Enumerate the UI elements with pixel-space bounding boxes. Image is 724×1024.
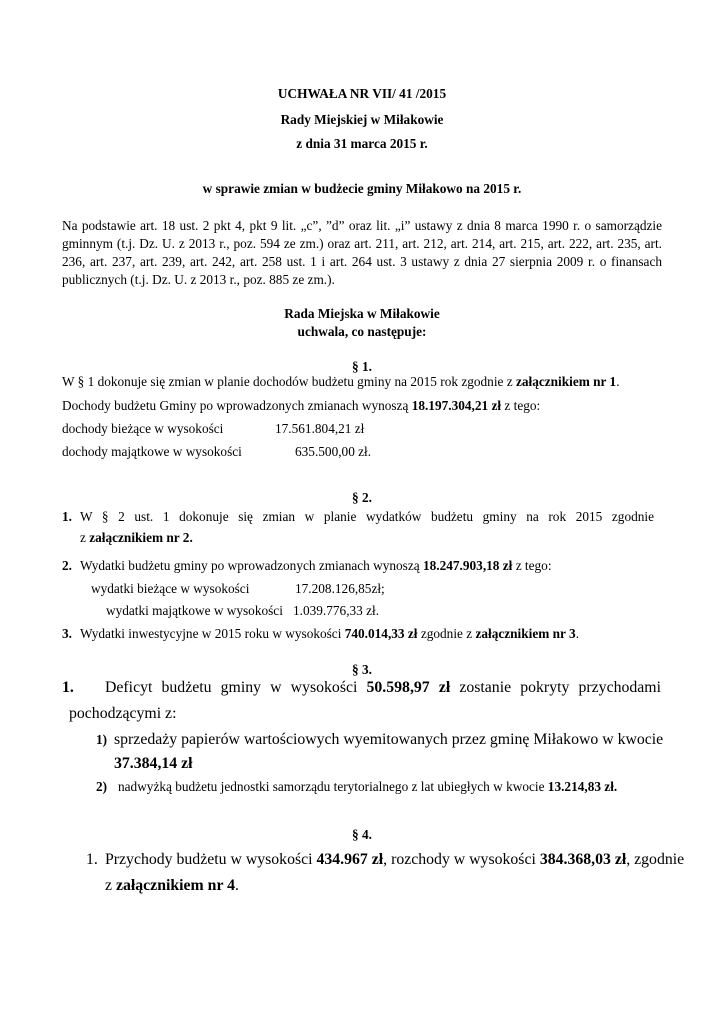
revenues-value: 434.967 zł: [316, 851, 384, 868]
preamble-line-3: 236, art. 237, art. 239, art. 242, art. 258 ust. 1 i art. 264 ust. 3 ustawy z dnia 27 sierpnia 2009 r. o finansach: [62, 254, 662, 269]
current-expenses-label: wydatki bieżące w wysokości: [91, 581, 250, 596]
section-4-item-1-line-2: z załącznikiem nr 4.: [105, 877, 239, 894]
section-4-item-1-line-1: Przychody budżetu w wysokości 434.967 zł, rozchody w wysokości 384.368,03 zł, zgodnie: [105, 851, 685, 868]
section-2-item-1-number: 1.: [62, 509, 72, 524]
document-date: z dnia 31 marca 2015 r.: [296, 136, 428, 151]
attachment-1-ref: załącznikiem nr 1: [515, 374, 617, 389]
surplus-amount-value: 13.214,83 zł.: [547, 779, 618, 794]
securities-amount-value: 37.384,14 zł: [114, 755, 193, 772]
section-3-item-1-line-1: Deficyt budżetu gminy w wysokości 50.598,97 zł zostanie pokryty przychodami: [105, 679, 661, 696]
section-2-item-3-text: Wydatki inwestycyjne w 2015 roku w wysokości 740.014,33 zł zgodnie z załącznikiem nr 3.: [80, 626, 580, 641]
section-2-item-2-number: 2.: [62, 558, 72, 573]
capital-expenses-label: wydatki majątkowe w wysokości: [106, 603, 283, 618]
total-expenses-value: 18.247.903,18 zł: [422, 558, 513, 573]
current-income-value: 17.561.804,21 zł: [275, 421, 365, 436]
attachment-3-ref: załącznikiem nr 3: [475, 626, 576, 641]
section-3-sub-2-number: 2): [96, 779, 108, 794]
section-2-heading: § 2.: [352, 490, 372, 505]
current-income-label: dochody bieżące w wysokości: [62, 421, 224, 436]
section-1-line-2: Dochody budżetu Gminy po wprowadzonych zmianach wynoszą 18.197.304,21 zł z tego:: [62, 398, 541, 413]
section-2-item-1-line-2: z załącznikiem nr 2.: [80, 530, 193, 545]
section-3-heading: § 3.: [352, 662, 372, 677]
expenditures-value: 384.368,03 zł: [539, 851, 627, 868]
section-3-item-1-line-2: pochodzącymi z:: [69, 705, 177, 722]
preamble-line-4: publicznych (t.j. Dz. U. z 2013 r., poz. 885 ze zm.).: [62, 272, 335, 287]
investment-expenses-value: 740.014,33 zł: [344, 626, 418, 641]
section-2-item-2-text: Wydatki budżetu gminy po wprowadzonych zmianach wynoszą 18.247.903,18 zł z tego:: [80, 558, 552, 573]
capital-income-value: 635.500,00 zł.: [295, 444, 372, 459]
section-4-item-1-number: 1.: [86, 851, 98, 868]
document-title: UCHWAŁA NR VII/ 41 /2015: [277, 86, 447, 101]
deficit-value: 50.598,97 zł: [366, 679, 451, 696]
section-2-item-3-number: 3.: [62, 626, 72, 641]
section-1-heading: § 1.: [352, 359, 372, 374]
section-3-sub-1-number: 1): [96, 732, 108, 747]
council-resolves: uchwala, co następuje:: [297, 324, 427, 339]
section-2-item-1-line-1: W § 2 ust. 1 dokonuje się zmian w planie wydatków budżetu gminy na rok 2015 zgodnie: [80, 509, 654, 524]
section-3-sub-2-text: nadwyżką budżetu jednostki samorządu terytorialnego z lat ubiegłych w kwocie 13.214,83 zł.: [118, 779, 618, 794]
preamble-line-1: Na podstawie art. 18 ust. 2 pkt 4, pkt 9 lit. „c”, ”d” oraz lit. „i” ustawy z dnia 8 marca 1990 r. o samorządzie: [62, 218, 662, 233]
council-name: Rada Miejska w Miłakowie: [284, 306, 440, 321]
section-4-heading: § 4.: [352, 827, 372, 842]
document-subject: w sprawie zmian w budżecie gminy Miłakowo na 2015 r.: [202, 181, 522, 196]
capital-expenses-value: 1.039.776,33 zł.: [293, 603, 380, 618]
total-income-value: 18.197.304,21 zł: [411, 398, 502, 413]
section-1-line-1: W § 1 dokonuje się zmian w planie dochodów budżetu gminy na 2015 rok zgodnie z załącznikiem nr 1.: [62, 374, 620, 389]
attachment-2-ref: załącznikiem nr 2.: [89, 530, 193, 545]
document-issuer: Rady Miejskiej w Miłakowie: [280, 112, 444, 127]
capital-income-label: dochody majątkowe w wysokości: [62, 444, 242, 459]
section-3-item-1-number: 1.: [62, 679, 74, 696]
current-expenses-value: 17.208.126,85zł;: [295, 581, 385, 596]
attachment-4-ref: załącznikiem nr 4: [115, 877, 236, 894]
preamble-line-2: gminnym (t.j. Dz. U. z 2013 r., poz. 594 ze zm.) oraz art. 211, art. 212, art. 214, art. 215, art. 222, art. 235, art.: [62, 236, 662, 251]
section-3-sub-1-line-1: sprzedaży papierów wartościowych wyemitowanych przez gminę Miłakowo w kwocie: [114, 731, 664, 748]
